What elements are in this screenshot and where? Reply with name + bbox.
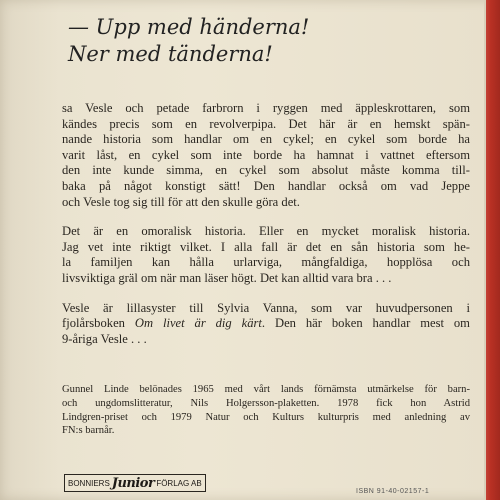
- text-line: sa Vesle och petade farbrorn i ryggen med äppleskrottaren, som: [62, 101, 470, 115]
- text-line: Det är en omoralisk historia. Eller en mycket moralisk historia.: [62, 224, 470, 239]
- paper-shading: [0, 0, 60, 500]
- blurb-paragraph-3: [62, 301, 470, 348]
- red-spine-edge: [484, 0, 500, 500]
- blurb: [62, 101, 470, 361]
- isbn-text: ISBN 91-40-02157-1: [356, 488, 430, 495]
- blurb-paragraph-2: [62, 224, 470, 286]
- text-line: baka på något konstigt sätt! Den handlar också om vad Jeppe: [62, 178, 470, 193]
- text-line: och Vesle tog sig till för att den skulle göra det.: [62, 194, 300, 209]
- headline-line-2: Ner med tänderna!: [68, 42, 273, 66]
- text-line: och ungdomslitteratur, Nils Holgersson-plaketten. 1978 fick hon Astrid: [62, 397, 470, 409]
- text-line: Gunnel Linde belönades 1965 med vårt lands förnämsta utmärkelse för barn-: [62, 384, 470, 395]
- text-fragment: fjolårsboken: [62, 316, 135, 331]
- author-note: [62, 383, 470, 438]
- publisher-name-left: BONNIERS: [68, 478, 110, 488]
- headline-line-1: — Upp med händerna!: [68, 15, 310, 39]
- text-line: livsviktiga gräl om när man läser högt. Det kan alltid vara bra . . .: [62, 270, 392, 285]
- text-line: Jag vet inte riktigt vilket. I alla fall är det en sån historia som he-: [62, 239, 470, 254]
- book-title-italic: Om livet är dig kärt: [134, 316, 262, 331]
- text-line: den inte kunde simma, en cykel som absolut måste komma till-: [62, 163, 470, 178]
- publisher-logo: [64, 474, 206, 492]
- text-line: 9-åriga Vesle . . .: [62, 331, 147, 346]
- publisher-junior-script: Junior: [111, 475, 155, 491]
- text-line: Lindgren-priset och 1979 Natur och Kulturs kulturpris med anledning av: [62, 411, 470, 423]
- text-line: nande historia som handlar om en cykel; en cykel som borde ha: [62, 132, 470, 147]
- text-line: FN:s barnår.: [62, 425, 115, 437]
- text-line: [62, 316, 470, 332]
- text-line: Vesle är lillasyster till Sylvia Vanna, som var huvudpersonen i: [62, 300, 470, 315]
- text-line: kändes precis som en revolverpipa. Det här är en hemskt spän-: [62, 116, 470, 131]
- publisher-name-right: FÖRLAG AB: [156, 478, 202, 488]
- text-line: varit låst, en cykel som inte borde ha hamnat i vattnet eftersom: [62, 147, 470, 162]
- blurb-paragraph-1: [62, 101, 470, 210]
- text-fragment: . Den här boken handlar mest om: [261, 316, 470, 331]
- text-line: la familjen kan hålla urlarviga, mångfaldiga, hopplösa och: [62, 255, 470, 270]
- headline: [68, 14, 468, 68]
